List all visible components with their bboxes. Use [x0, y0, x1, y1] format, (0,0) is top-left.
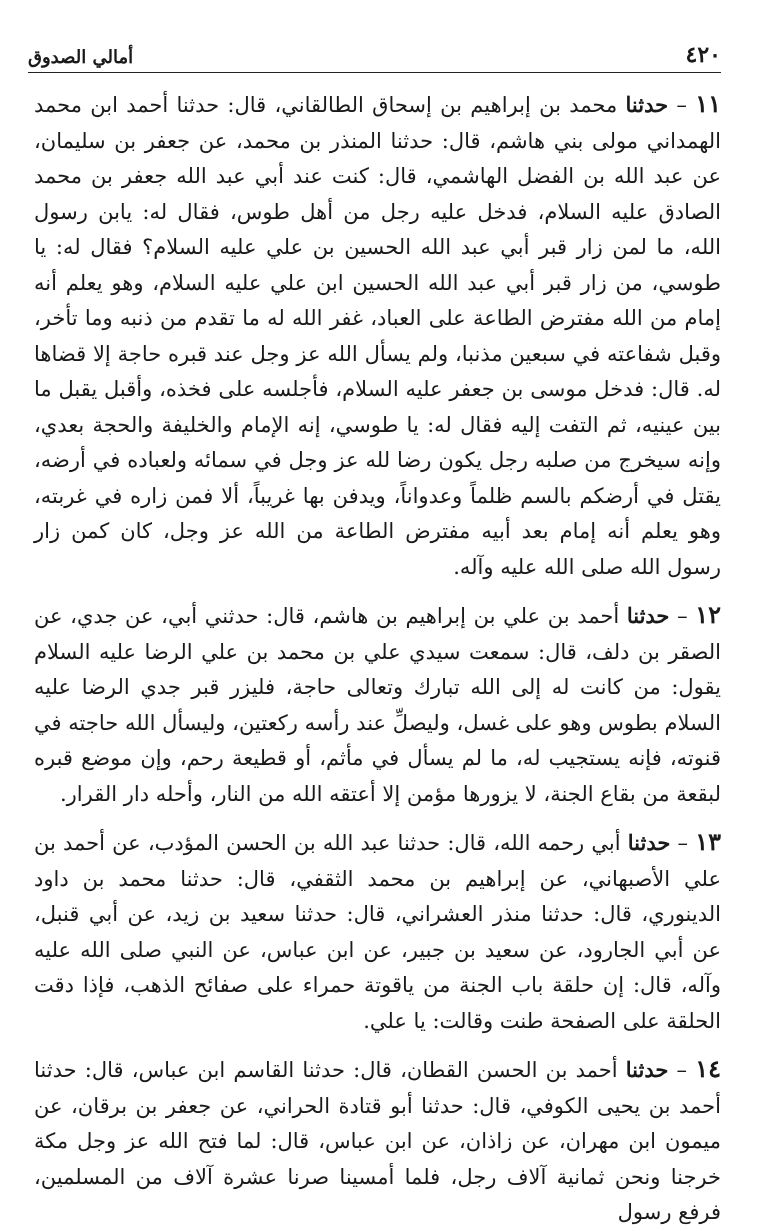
page-number: ٤٢٠	[685, 42, 721, 68]
hadith-paragraph: ١٤ – حدثنا أحمد بن الحسن القطان، قال: حدثنا القاسم ابن عباس، قال: حدثنا أحمد بن يحيى الكوفي، قال: حدثنا أبو قتادة الحراني، عن جعفر بن برقان، عن ميمون ابن مهران، عن زاذان، عن ابن عباس، قال: لما فتح الله عز وجل مكة خرجنا ونحن ثمانية آلاف رجل، فلما أمسينا صرنا عشرة آلاف من المسلمين، فرفع رسول	[34, 1054, 721, 1224]
hadith-lead-word: حدثنا	[627, 830, 671, 855]
book-title: أمالي الصدوق	[28, 47, 134, 68]
hadith-text: أحمد بن الحسن القطان، قال: حدثنا القاسم ابن عباس، قال: حدثنا أحمد بن يحيى الكوفي، قال: حدثنا أبو قتادة الحراني، عن جعفر بن برقان، عن ميمون ابن مهران، عن زاذان، عن ابن عباس، قال: لما فتح الله عز وجل مكة خرجنا ونحن ثمانية آلاف رجل، فلما أمسينا صرنا عشرة آلاف من المسلمين، فرفع رسول	[34, 1058, 721, 1224]
hadith-lead-word: حدثنا	[625, 92, 669, 117]
page-body	[34, 86, 721, 1231]
hadith-paragraph: ١٣ – حدثنا أبي رحمه الله، قال: حدثنا عبد الله بن الحسن المؤدب، عن أحمد بن علي الأصبهاني، عن إبراهيم بن محمد الثقفي، قال: حدثنا محمد بن داود الدينوري، قال: حدثنا منذر العشراني، قال: حدثنا سعيد بن زيد، عن أبي قنبل، عن أبي الجارود، عن سعيد بن جبير، عن ابن عباس، عن النبي صلى الله عليه وآله، قال: إن حلقة باب الجنة من ياقوتة حمراء على صفائح الذهب، فإذا دقت الحلقة على الصفحة طنت وقالت: يا علي.	[34, 827, 721, 1033]
page-header	[28, 36, 721, 73]
hadith-text: أبي رحمه الله، قال: حدثنا عبد الله بن الحسن المؤدب، عن أحمد بن علي الأصبهاني، عن إبراهيم بن محمد الثقفي، قال: حدثنا محمد بن داود الدينوري، قال: حدثنا منذر العشراني، قال: حدثنا سعيد بن زيد، عن أبي قنبل، عن أبي الجارود، عن سعيد بن جبير، عن ابن عباس، عن النبي صلى الله عليه وآله، قال: إن حلقة باب الجنة من ياقوتة حمراء على صفائح الذهب، فإذا دقت الحلقة على الصفحة طنت وقالت: يا علي.	[34, 831, 721, 1033]
hadith-paragraph: ١٢ – حدثنا أحمد بن علي بن إبراهيم بن هاشم، قال: حدثني أبي، عن جدي، عن الصقر بن دلف، قال: سمعت سيدي علي بن محمد بن علي الرضا عليه السلام يقول: من كانت له إلى الله تبارك وتعالى حاجة، فليزر قبر جدي الرضا عليه السلام بطوس وهو على غسل، وليصلِّ عند رأسه ركعتين، وليسأل الله حاجته في قنوته، فإنه يستجيب له، ما لم يسأل في مأثم، أو قطيعة رحم، وإن موضع قبره لبقعة من بقاع الجنة، لا يزورها مؤمن إلا أعتقه الله من النار، وأحله دار القرار.	[34, 600, 721, 806]
hadith-number: ١٢	[695, 600, 721, 629]
hadith-text: أحمد بن علي بن إبراهيم بن هاشم، قال: حدثني أبي، عن جدي، عن الصقر بن دلف، قال: سمعت سيدي علي بن محمد بن علي الرضا عليه السلام يقول: من كانت له إلى الله تبارك وتعالى حاجة، فليزر قبر جدي الرضا عليه السلام بطوس وهو على غسل، وليصلِّ عند رأسه ركعتين، وليسأل الله حاجته في قنوته، فإنه يستجيب له، ما لم يسأل في مأثم، أو قطيعة رحم، وإن موضع قبره لبقعة من بقاع الجنة، لا يزورها مؤمن إلا أعتقه الله من النار، وأحله دار القرار.	[34, 604, 721, 806]
hadith-paragraph: ١١ – حدثنا محمد بن إبراهيم بن إسحاق الطالقاني، قال: حدثنا أحمد ابن محمد الهمداني مولى بني هاشم، قال: حدثنا المنذر بن محمد، عن جعفر بن سليمان، عن عبد الله بن الفضل الهاشمي، قال: كنت عند أبي عبد الله جعفر بن محمد الصادق عليه السلام، فدخل عليه رجل من أهل طوس، فقال له: يابن رسول الله، ما لمن زار قبر أبي عبد الله الحسين بن علي عليه السلام؟ فقال له: يا طوسي، من زار قبر أبي عبد الله الحسين ابن علي عليه السلام، وهو يعلم أنه إمام من الله مفترض الطاعة على العباد، غفر الله له ما تقدم من ذنبه وما تأخر، وقبل شفاعته في سبعين مذنبا، ولم يسأل الله عز وجل عند قبره حاجة إلا قضاها له. قال: فدخل موسى بن جعفر عليه السلام، فأجلسه على فخذه، وأقبل يقبل ما بين عينيه، ثم التفت إليه فقال له: يا طوسي، إنه الإمام والخليفة والحجة بعدي، وإنه سيخرج من صلبه رجل يكون رضا لله عز وجل في سمائه ولعباده في أرضه، يقتل في أرضكم بالسم ظلماً وعدواناً، ويدفن بها غريباً، ألا فمن زاره في غربته، وهو يعلم أنه إمام بعد أبيه مفترض الطاعة من الله عز وجل، كان كمن زار رسول الله صلى الله عليه وآله.	[34, 89, 722, 579]
hadith-lead-word: حدثنا	[625, 1057, 669, 1082]
hadith-lead-word: حدثنا	[626, 603, 670, 628]
hadith-number: ١١	[695, 89, 721, 118]
hadith-number: ١٤	[695, 1054, 721, 1083]
hadith-text: محمد بن إبراهيم بن إسحاق الطالقاني، قال: حدثنا أحمد ابن محمد الهمداني مولى بني هاشم، قال: حدثنا المنذر بن محمد، عن جعفر بن سليمان، عن عبد الله بن الفضل الهاشمي، قال: كنت عند أبي عبد الله جعفر بن محمد الصادق عليه السلام، فدخل عليه رجل من أهل طوس، فقال له: يابن رسول الله، ما لمن زار قبر أبي عبد الله الحسين بن علي عليه السلام؟ فقال له: يا طوسي، من زار قبر أبي عبد الله الحسين ابن علي عليه السلام، وهو يعلم أنه إمام من الله مفترض الطاعة على العباد، غفر الله له ما تقدم من ذنبه وما تأخر، وقبل شفاعته في سبعين مذنبا، ولم يسأل الله عز وجل عند قبره حاجة إلا قضاها له. قال: فدخل موسى بن جعفر عليه السلام، فأجلسه على فخذه، وأقبل يقبل ما بين عينيه، ثم التفت إليه فقال له: يا طوسي، إنه الإمام والخليفة والحجة بعدي، وإنه سيخرج من صلبه رجل يكون رضا لله عز وجل في سمائه ولعباده في أرضه، يقتل في أرضكم بالسم ظلماً وعدواناً، ويدفن بها غريباً، ألا فمن زاره في غربته، وهو يعلم أنه إمام بعد أبيه مفترض الطاعة من الله عز وجل، كان كمن زار رسول الله صلى الله عليه وآله.	[34, 93, 722, 579]
hadith-number: ١٣	[695, 827, 721, 856]
